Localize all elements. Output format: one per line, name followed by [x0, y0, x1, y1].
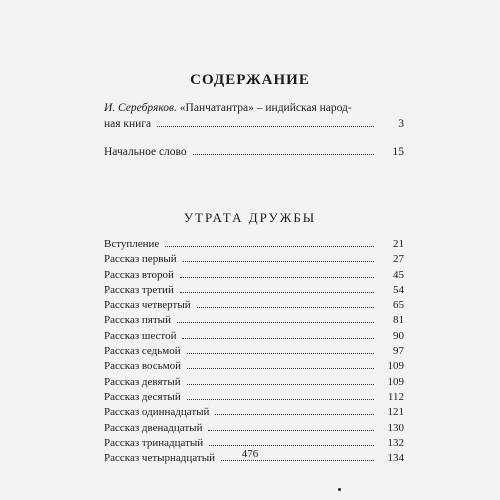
entry-label: Рассказ четырнадцатый	[104, 452, 215, 465]
entry-label: Начальное слово	[104, 146, 187, 158]
toc-entry	[104, 238, 404, 253]
dot-leader	[215, 414, 374, 415]
toc-entry	[104, 406, 404, 421]
dot-leader	[180, 277, 374, 278]
toc-entry-intro-article	[104, 100, 404, 132]
dot-leader	[177, 322, 374, 323]
entry-label: Рассказ пятый	[104, 314, 171, 327]
entry-label: Рассказ третий	[104, 283, 174, 296]
entry-label: Рассказ четвертый	[104, 299, 191, 312]
entry-label: Рассказ шестой	[104, 329, 177, 342]
page-ref: 45	[393, 268, 404, 281]
dot-leader	[180, 292, 374, 293]
dot-leader	[221, 460, 374, 461]
entry-label: Вступление	[104, 238, 160, 250]
entry-label: Рассказ двенадцатый	[104, 421, 203, 434]
page-title: СОДЕРЖАНИЕ	[190, 72, 310, 88]
entry-label: Рассказ первый	[104, 253, 177, 266]
intro-line-2	[104, 116, 404, 132]
page-ref: 81	[393, 314, 404, 327]
toc-entry	[104, 269, 404, 284]
dot-leader	[193, 154, 374, 155]
page-ref: 21	[393, 238, 404, 250]
entry-label: Рассказ десятый	[104, 390, 181, 403]
page-ref: 109	[387, 360, 404, 373]
page-ref: 3	[398, 118, 404, 130]
intro-author: И. Серебряков.	[104, 102, 177, 114]
entry-label: Рассказ второй	[104, 268, 174, 281]
toc-list	[104, 238, 404, 467]
page-ref: 54	[393, 283, 404, 296]
page-ref: 65	[393, 299, 404, 312]
dot-leader	[187, 384, 374, 385]
toc-entry	[104, 253, 404, 268]
toc-entry	[104, 299, 404, 314]
toc-entry	[104, 284, 404, 299]
page-ref: 97	[393, 345, 404, 358]
page-number: 476	[241, 448, 259, 460]
dot-leader	[183, 261, 374, 262]
page-ref: 27	[393, 253, 404, 266]
dot-leader	[165, 246, 374, 247]
page-ref: 90	[393, 329, 404, 342]
toc-entry	[104, 314, 404, 329]
page-ref: 130	[387, 421, 404, 434]
intro-line-1	[104, 100, 404, 116]
dot-leader	[182, 338, 374, 339]
entry-label: Рассказ одиннадцатый	[104, 406, 210, 419]
toc-entry	[104, 391, 404, 406]
entry-label: Рассказ седьмой	[104, 345, 181, 358]
dot-leader	[197, 307, 374, 308]
toc-entry	[104, 376, 404, 391]
section-heading: УТРАТА ДРУЖБЫ	[183, 210, 317, 225]
page-ref: 132	[387, 436, 404, 449]
page-ref: 134	[387, 452, 404, 465]
print-speck	[338, 488, 341, 491]
dot-leader	[209, 445, 374, 446]
entry-label: Рассказ восьмой	[104, 360, 182, 373]
intro-title-part: «Панчатантра» – индийская народ-	[179, 102, 352, 114]
entry-label: Рассказ тринадцатый	[104, 436, 204, 449]
page-ref: 109	[387, 375, 404, 388]
toc-entry	[104, 360, 404, 375]
dot-leader	[187, 368, 374, 369]
page-ref: 15	[392, 146, 404, 158]
entry-label: Рассказ девятый	[104, 375, 181, 388]
intro-title-continuation: ная книга	[104, 118, 152, 130]
dot-leader	[208, 430, 374, 431]
toc-entry	[104, 345, 404, 360]
page-ref: 112	[387, 390, 404, 403]
dot-leader	[187, 399, 374, 400]
dot-leader	[187, 353, 374, 354]
page-ref: 121	[387, 406, 404, 419]
toc-entry	[104, 330, 404, 345]
toc-entry	[104, 422, 404, 437]
toc-entry-preface	[104, 146, 404, 158]
dot-leader	[157, 126, 374, 127]
